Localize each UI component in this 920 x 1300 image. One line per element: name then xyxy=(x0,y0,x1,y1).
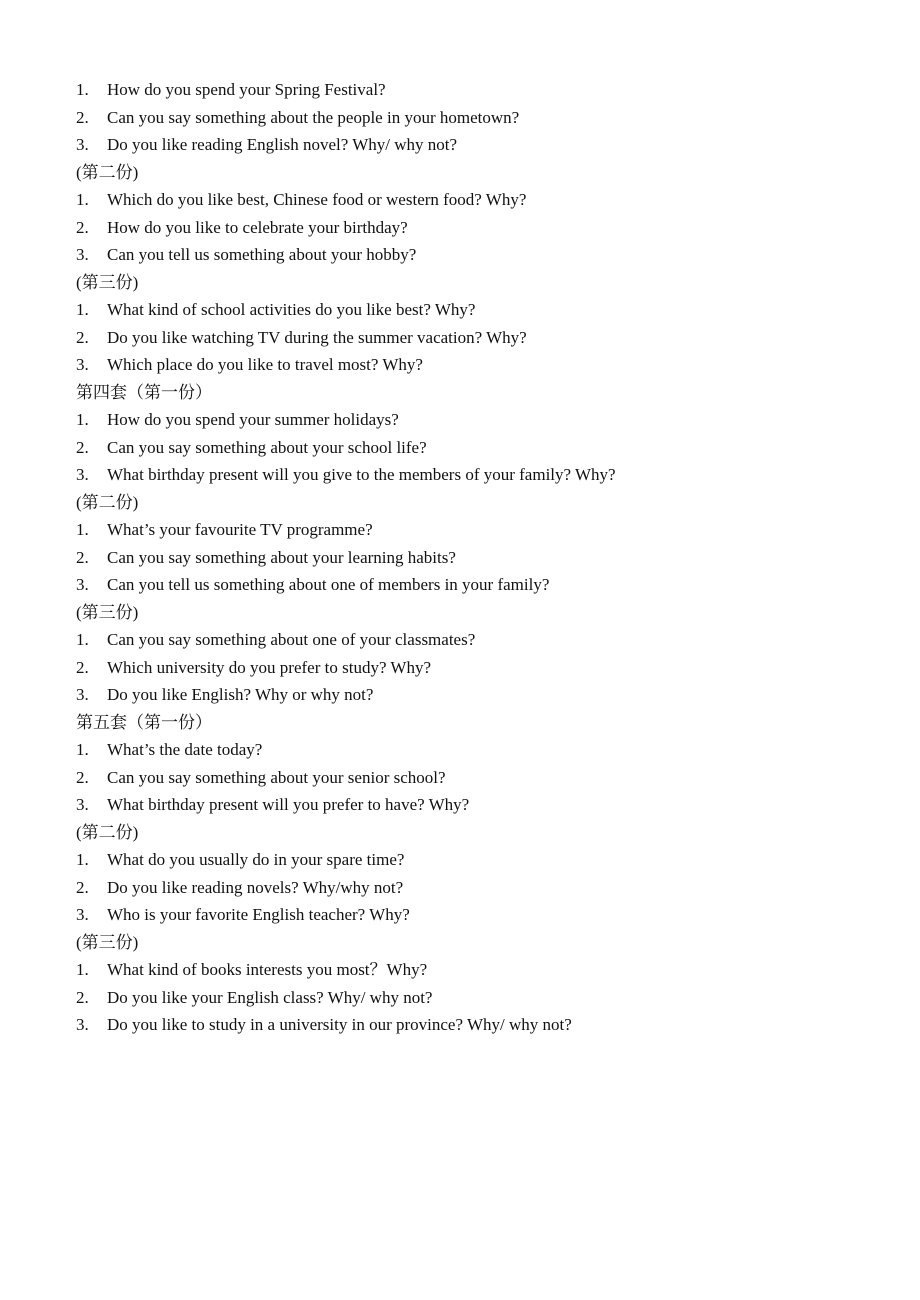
question-item xyxy=(76,544,876,572)
question-item xyxy=(76,461,876,489)
question-text: Do you like English? Why or why not? xyxy=(107,685,374,704)
question-text: What do you usually do in your spare time? xyxy=(107,850,405,869)
question-text: Can you say something about your learning habits? xyxy=(107,547,456,567)
question-item xyxy=(76,516,876,544)
question-text: What kind of school activities do you like best? Why? xyxy=(107,300,476,319)
question-text: Can you tell us something about one of members in your family? xyxy=(107,575,550,594)
question-text: How do you like to celebrate your birthday? xyxy=(107,217,408,237)
question-number: 2. xyxy=(76,877,89,897)
question-item xyxy=(76,351,876,379)
question-item xyxy=(76,324,876,352)
question-item xyxy=(76,186,876,214)
question-item xyxy=(76,984,876,1012)
section-heading: (第二份) xyxy=(76,822,139,842)
question-item xyxy=(76,434,876,462)
question-text: Who is your favorite English teacher? Why? xyxy=(107,905,410,924)
question-number: 3. xyxy=(76,905,89,924)
question-item xyxy=(76,654,876,682)
question-item xyxy=(76,104,876,132)
question-number: 3. xyxy=(76,795,89,814)
question-text: What birthday present will you prefer to have? Why? xyxy=(107,795,470,814)
question-text: Do you like watching TV during the summer vacation? Why? xyxy=(107,327,527,347)
question-number: 1. xyxy=(76,190,89,209)
section-heading: (第二份) xyxy=(76,162,139,182)
question-text: How do you spend your Spring Festival? xyxy=(107,80,386,99)
section-heading: 第四套（第一份） xyxy=(76,382,212,402)
question-item xyxy=(76,626,876,654)
question-text: Which do you like best, Chinese food or western food? Why? xyxy=(107,190,527,209)
question-item xyxy=(76,874,876,902)
question-item xyxy=(76,1011,876,1039)
question-item xyxy=(76,406,876,434)
question-text: What’s your favourite TV programme? xyxy=(107,520,373,539)
question-item xyxy=(76,241,876,269)
question-text: Which place do you like to travel most? Why? xyxy=(107,355,423,374)
question-number: 3. xyxy=(76,245,89,264)
question-number: 1. xyxy=(76,630,89,649)
question-text: Do you like reading novels? Why/why not? xyxy=(107,877,404,897)
question-text: What kind of books interests you most？Why? xyxy=(107,960,428,979)
question-text: Do you like to study in a university in our province? Why/ why not? xyxy=(107,1015,572,1034)
section-heading: 第五套（第一份） xyxy=(76,712,212,732)
question-item xyxy=(76,296,876,324)
question-number: 2. xyxy=(76,547,89,567)
question-number: 2. xyxy=(76,217,89,237)
question-item xyxy=(76,131,876,159)
question-text: What birthday present will you give to the members of your family? Why? xyxy=(107,465,616,484)
question-text: Can you say something about one of your classmates? xyxy=(107,630,476,649)
question-item xyxy=(76,846,876,874)
question-number: 1. xyxy=(76,300,89,319)
question-number: 1. xyxy=(76,410,89,429)
question-item xyxy=(76,901,876,929)
question-text: Which university do you prefer to study? Why? xyxy=(107,657,432,677)
question-text: Can you tell us something about your hobby? xyxy=(107,245,417,264)
question-text: Do you like your English class? Why/ why not? xyxy=(107,987,433,1007)
question-item xyxy=(76,736,876,764)
question-item xyxy=(76,791,876,819)
question-number: 3. xyxy=(76,685,89,704)
question-item xyxy=(76,214,876,242)
question-number: 1. xyxy=(76,740,89,759)
section-heading: (第二份) xyxy=(76,492,139,512)
question-number: 3. xyxy=(76,355,89,374)
question-text: Can you say something about your senior school? xyxy=(107,767,446,787)
question-text: Can you say something about the people in your hometown? xyxy=(107,107,520,127)
section-heading: (第三份) xyxy=(76,602,139,622)
section-heading: (第三份) xyxy=(76,272,139,292)
question-number: 2. xyxy=(76,327,89,347)
question-number: 2. xyxy=(76,767,89,787)
question-item xyxy=(76,571,876,599)
question-item xyxy=(76,681,876,709)
question-text: Can you say something about your school life? xyxy=(107,437,427,457)
question-text: What’s the date today? xyxy=(107,740,263,759)
question-number: 1. xyxy=(76,520,89,539)
question-number: 1. xyxy=(76,850,89,869)
question-item xyxy=(76,76,876,104)
question-number: 3. xyxy=(76,135,89,154)
question-number: 3. xyxy=(76,575,89,594)
question-text: How do you spend your summer holidays? xyxy=(107,410,399,429)
question-number: 2. xyxy=(76,437,89,457)
question-number: 2. xyxy=(76,107,89,127)
question-number: 1. xyxy=(76,960,89,979)
question-item xyxy=(76,764,876,792)
question-text: Do you like reading English novel? Why/ why not? xyxy=(107,135,458,154)
question-list xyxy=(76,76,876,1039)
question-number: 2. xyxy=(76,987,89,1007)
question-item xyxy=(76,956,876,984)
question-number: 1. xyxy=(76,80,89,99)
question-number: 3. xyxy=(76,465,89,484)
section-heading: (第三份) xyxy=(76,932,139,952)
question-number: 3. xyxy=(76,1015,89,1034)
question-number: 2. xyxy=(76,657,89,677)
